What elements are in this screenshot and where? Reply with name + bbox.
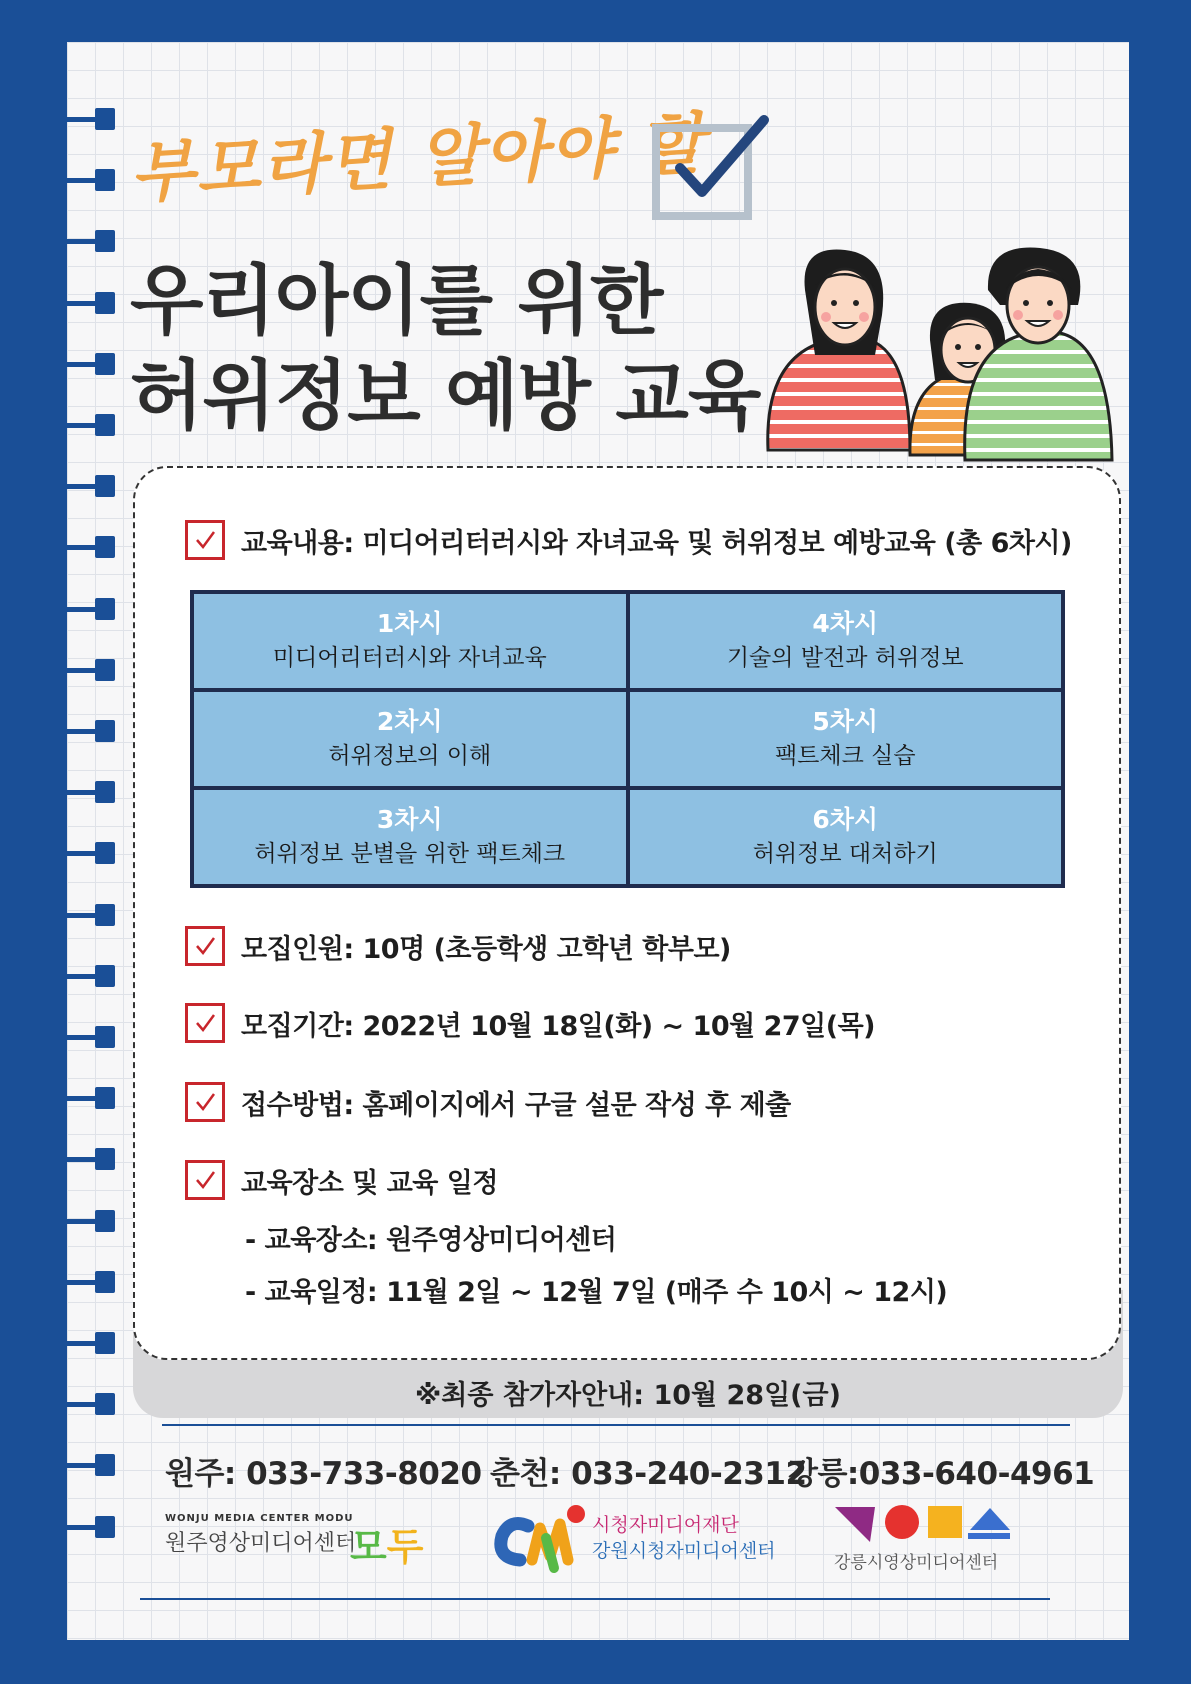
wonju-media-center-logo bbox=[165, 1513, 425, 1573]
binding-ring bbox=[67, 965, 117, 987]
final-notice: ※최종 참가자안내: 10월 28일(금) bbox=[415, 1380, 841, 1411]
title-line-2: 허위정보 예방 교육 bbox=[130, 351, 761, 440]
bottom-divider bbox=[140, 1598, 1050, 1600]
contact-chuncheon: 춘천: 033-240-2312 bbox=[490, 1456, 807, 1492]
binding-ring bbox=[67, 536, 117, 558]
checkbox-icon bbox=[185, 1003, 225, 1043]
binding-ring bbox=[67, 1026, 117, 1048]
wonju-logo-name: 원주영상미디어센터 bbox=[165, 1531, 357, 1556]
divider bbox=[162, 1424, 1070, 1426]
session-number: 2차시 bbox=[376, 707, 443, 736]
gangneung-mark-icon bbox=[830, 1502, 1010, 1546]
binding-ring bbox=[67, 169, 117, 191]
session-cell bbox=[192, 788, 628, 886]
binding-ring bbox=[67, 1332, 117, 1354]
checkbox-icon bbox=[185, 1160, 225, 1200]
subtitle: 부모라면 알아야 할 bbox=[128, 103, 708, 212]
session-topic: 허위정보 대처하기 bbox=[752, 841, 938, 867]
education-content-item bbox=[185, 518, 1072, 562]
contact-wonju: 원주: 033-733-8020 bbox=[165, 1456, 482, 1492]
spiral-binding bbox=[67, 95, 123, 1595]
modu-mark bbox=[350, 1516, 423, 1571]
viewers-media-foundation-logo bbox=[490, 1498, 780, 1578]
recruit-count-item bbox=[185, 924, 731, 968]
session-topic: 기술의 발전과 허위정보 bbox=[726, 645, 964, 671]
session-topic: 미디어리터러시와 자녀교육 bbox=[272, 645, 547, 671]
session-number: 3차시 bbox=[376, 805, 443, 834]
education-schedule: - 교육일정: 11월 2일 ~ 12월 7일 (매주 수 10시 ~ 12시) bbox=[245, 1277, 948, 1308]
table-row bbox=[192, 690, 1063, 788]
session-cell bbox=[628, 690, 1064, 788]
foundation-mark-icon bbox=[490, 1498, 590, 1578]
binding-ring bbox=[67, 1210, 117, 1232]
binding-ring bbox=[67, 475, 117, 497]
apply-method: 접수방법: 홈페이지에서 구글 설문 작성 후 제출 bbox=[241, 1089, 791, 1121]
foundation-line-2: 강원시청자미디어센터 bbox=[592, 1540, 776, 1562]
binding-ring bbox=[67, 659, 117, 681]
binding-ring bbox=[67, 230, 117, 252]
education-content: 교육내용: 미디어리터러시와 자녀교육 및 허위정보 예방교육 (총 6차시) bbox=[241, 527, 1072, 559]
binding-ring bbox=[67, 904, 117, 926]
binding-ring bbox=[67, 1454, 117, 1476]
recruit-count: 모집인원: 10명 (초등학생 고학년 학부모) bbox=[241, 933, 731, 965]
session-cell bbox=[192, 690, 628, 788]
place-schedule-title: 교육장소 및 교육 일정 bbox=[241, 1167, 498, 1199]
binding-ring bbox=[67, 842, 117, 864]
session-topic: 허위정보 분별을 위한 팩트체크 bbox=[254, 841, 566, 867]
gangneung-media-center-logo bbox=[830, 1502, 1020, 1582]
foundation-line-1: 시청자미디어재단 bbox=[592, 1514, 739, 1536]
wonju-logo-english: WONJU MEDIA CENTER MODU bbox=[165, 1513, 354, 1524]
binding-ring bbox=[67, 1516, 117, 1538]
family-illustration bbox=[760, 245, 1115, 465]
binding-ring bbox=[67, 598, 117, 620]
place-schedule-item bbox=[185, 1158, 498, 1202]
session-number: 4차시 bbox=[812, 609, 879, 638]
binding-ring bbox=[67, 781, 117, 803]
session-cell bbox=[192, 592, 628, 690]
session-topic: 허위정보의 이해 bbox=[328, 743, 492, 769]
modu-mark-2: 두 bbox=[386, 1525, 424, 1569]
session-number: 6차시 bbox=[812, 805, 879, 834]
title-line-1: 우리아이를 위한 bbox=[130, 256, 663, 345]
session-number: 1차시 bbox=[376, 609, 443, 638]
binding-ring bbox=[67, 720, 117, 742]
recruit-period-item bbox=[185, 1001, 875, 1045]
binding-ring bbox=[67, 1087, 117, 1109]
contact-gangneung: 강릉:033-640-4961 bbox=[788, 1456, 1095, 1492]
recruit-period: 모집기간: 2022년 10월 18일(화) ~ 10월 27일(목) bbox=[241, 1010, 876, 1042]
binding-ring bbox=[67, 292, 117, 314]
checkbox-icon bbox=[185, 926, 225, 966]
education-place: - 교육장소: 원주영상미디어센터 bbox=[245, 1225, 617, 1256]
session-cell bbox=[628, 592, 1064, 690]
binding-ring bbox=[67, 1393, 117, 1415]
gangneung-logo-name: 강릉시영상미디어센터 bbox=[834, 1553, 999, 1573]
session-cell bbox=[628, 788, 1064, 886]
binding-ring bbox=[67, 1271, 117, 1293]
session-table bbox=[190, 590, 1065, 888]
checkbox-icon bbox=[185, 520, 225, 560]
checkbox-icon bbox=[650, 110, 770, 229]
binding-ring bbox=[67, 108, 117, 130]
session-topic: 팩트체크 실습 bbox=[774, 743, 916, 769]
binding-ring bbox=[67, 1148, 117, 1170]
table-row bbox=[192, 788, 1063, 886]
checkbox-icon bbox=[185, 1082, 225, 1122]
binding-ring bbox=[67, 353, 117, 375]
binding-ring bbox=[67, 414, 117, 436]
modu-mark-1: 모 bbox=[350, 1525, 387, 1569]
apply-method-item bbox=[185, 1080, 791, 1124]
table-row bbox=[192, 592, 1063, 690]
session-number: 5차시 bbox=[812, 707, 879, 736]
